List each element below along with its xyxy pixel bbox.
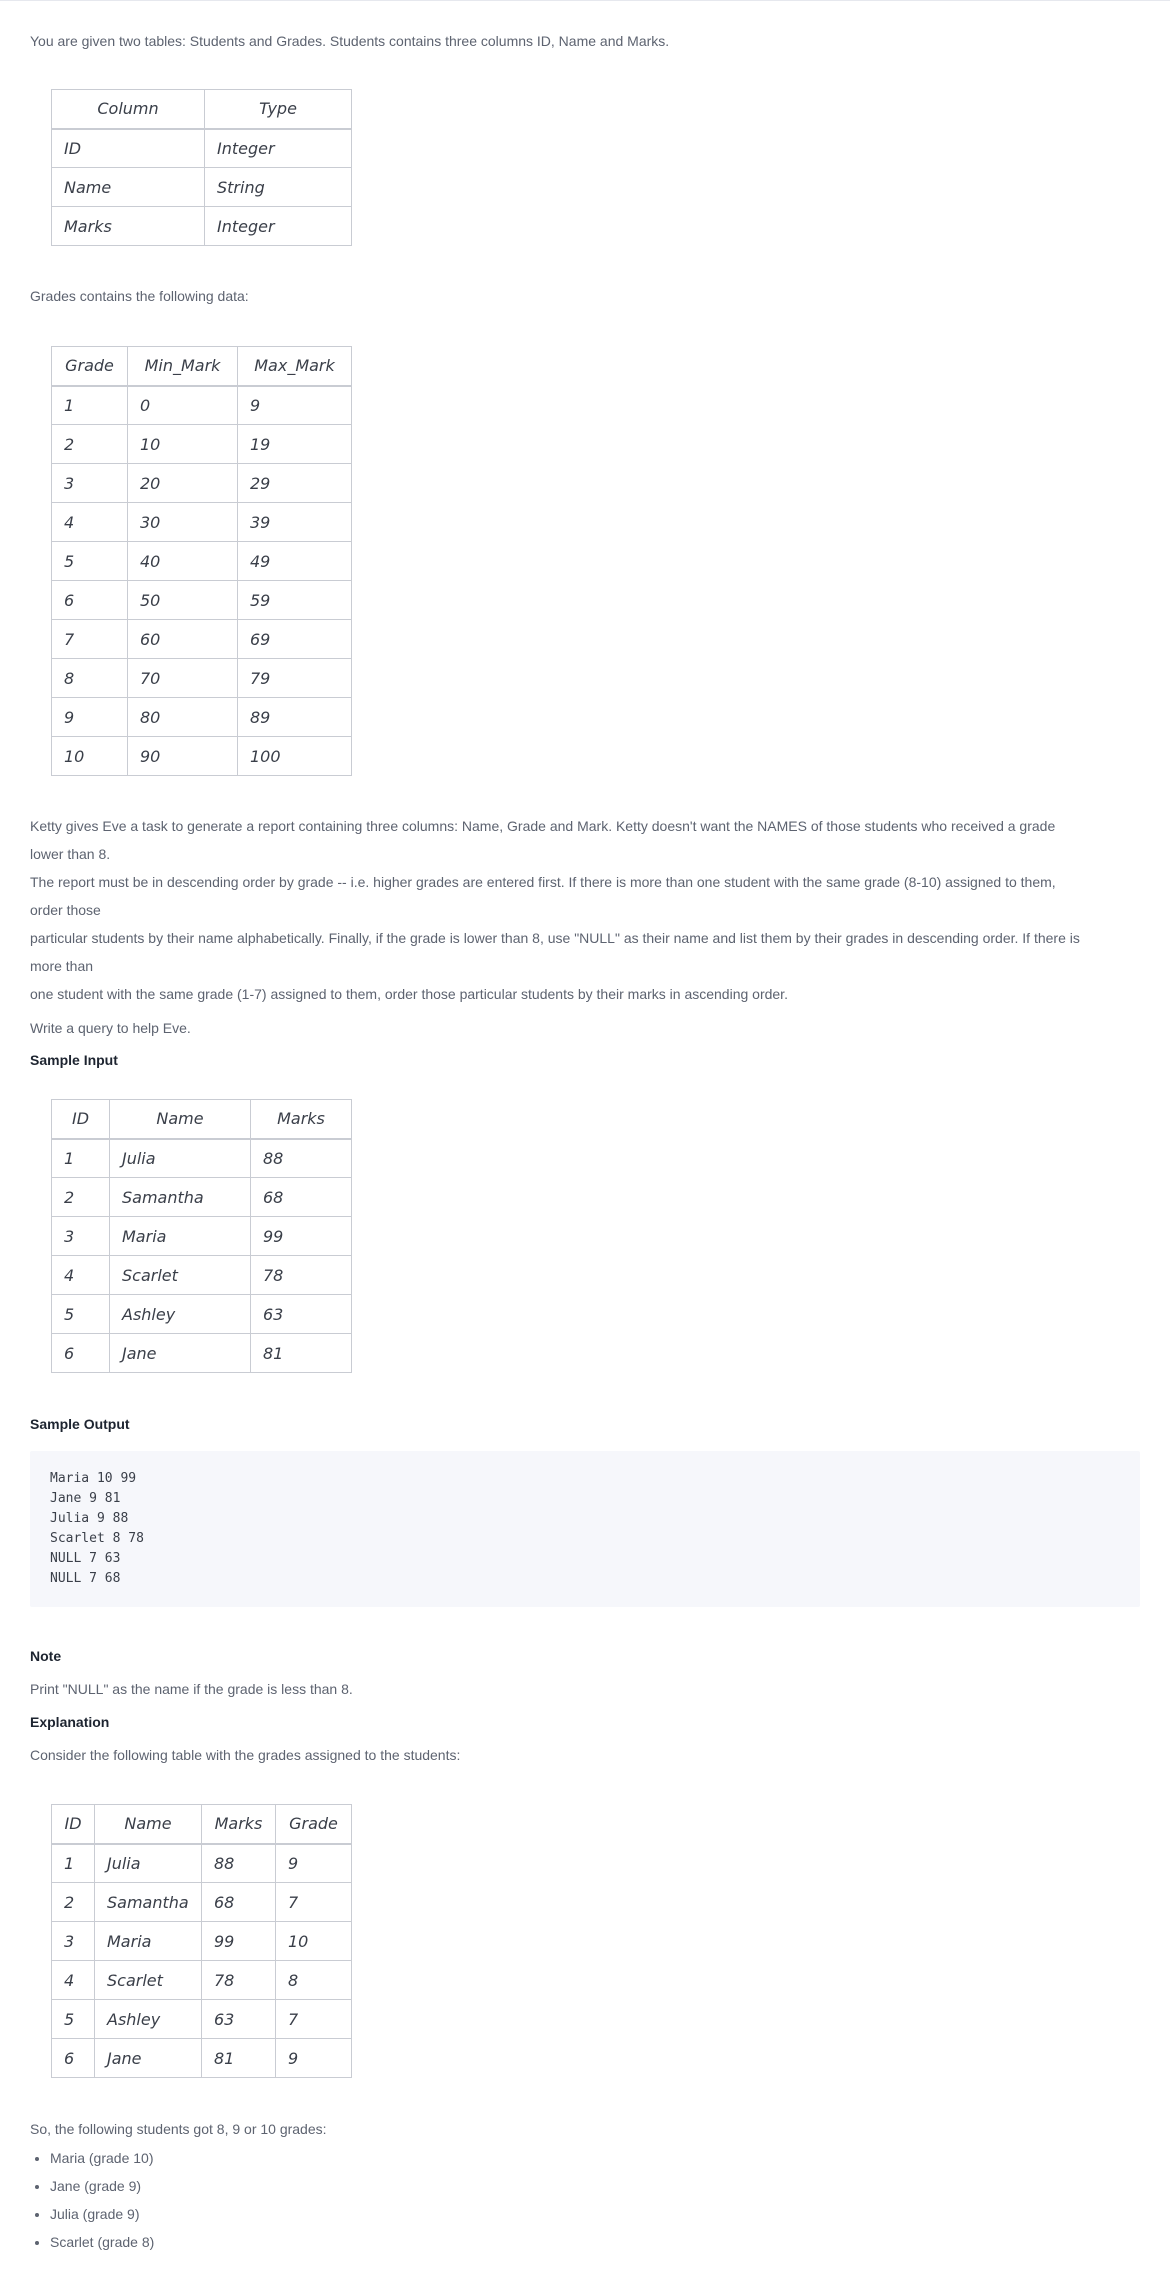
table-cell: 4 [52, 1961, 95, 2000]
table-row [52, 698, 352, 737]
table-row [52, 737, 352, 776]
table-row [52, 620, 352, 659]
table-row [52, 581, 352, 620]
table-cell: 59 [238, 581, 352, 620]
table-cell: 88 [202, 1844, 276, 1883]
table-cell: 7 [52, 620, 128, 659]
table-row [52, 1295, 352, 1334]
table-cell: 68 [202, 1883, 276, 1922]
table-cell: 5 [52, 1295, 110, 1334]
table-cell: Integer [205, 129, 352, 168]
table-row [52, 1139, 352, 1178]
table-cell: 1 [52, 386, 128, 425]
table-row [52, 425, 352, 464]
table-row [52, 1334, 352, 1373]
column-header: ID [52, 1805, 95, 1844]
column-header: Grade [276, 1805, 352, 1844]
table-cell: 78 [202, 1961, 276, 2000]
column-header: Marks [202, 1805, 276, 1844]
sample-input-heading: Sample Input [30, 1052, 118, 1068]
sample-output-heading: Sample Output [30, 1416, 130, 1432]
table-cell: 3 [52, 464, 128, 503]
table-row [52, 659, 352, 698]
table-cell: 70 [128, 659, 238, 698]
grades-table [51, 346, 352, 776]
table-cell: 89 [238, 698, 352, 737]
sample-output-code: Maria 10 99 Jane 9 81 Julia 9 88 Scarlet 8 78 NULL 7 63 NULL 7 68 [30, 1451, 1140, 1607]
column-header: Marks [251, 1100, 352, 1139]
list-item: • Scarlet (grade 8) [50, 2228, 1080, 2256]
table-cell: 10 [52, 737, 128, 776]
table-cell: 63 [202, 2000, 276, 2039]
table-cell: Ashley [95, 2000, 202, 2039]
table-cell: 7 [276, 2000, 352, 2039]
table-cell: Jane [110, 1334, 251, 1373]
explanation-heading: Explanation [30, 1714, 110, 1730]
table-cell: Julia [110, 1139, 251, 1178]
column-header: Max_Mark [238, 347, 352, 386]
table-row [52, 168, 352, 207]
column-header: ID [52, 1100, 110, 1139]
task-line: Ketty gives Eve a task to generate a report containing three columns: Name, Grade and Mark. Ketty doesn't want the NAMES of those students who received a grade lower than 8. [30, 818, 1056, 862]
table-cell: 9 [276, 2039, 352, 2078]
table-cell: 29 [238, 464, 352, 503]
table-cell: 5 [52, 2000, 95, 2039]
table-cell: 7 [276, 1883, 352, 1922]
task-description [30, 812, 1080, 1008]
table-cell: 40 [128, 542, 238, 581]
table-cell: 8 [52, 659, 128, 698]
sample-input-table [51, 1099, 352, 1373]
table-cell: 2 [52, 425, 128, 464]
table-cell: 2 [52, 1883, 95, 1922]
table-cell: 3 [52, 1922, 95, 1961]
table-row [52, 1922, 352, 1961]
table-row [52, 1883, 352, 1922]
table-row [52, 542, 352, 581]
table-header-row [52, 347, 352, 386]
table-cell: 90 [128, 737, 238, 776]
table-row [52, 129, 352, 168]
table-row [52, 386, 352, 425]
table-cell: 9 [276, 1844, 352, 1883]
table-cell: 81 [251, 1334, 352, 1373]
table-row [52, 207, 352, 246]
column-header: Name [95, 1805, 202, 1844]
table-row [52, 2039, 352, 2078]
table-cell: ID [52, 129, 205, 168]
table-cell: 5 [52, 542, 128, 581]
table-cell: Name [52, 168, 205, 207]
table-cell: Samantha [95, 1883, 202, 1922]
problem-statement [0, 1, 1110, 2296]
table-cell: 63 [251, 1295, 352, 1334]
table-header-row [52, 1805, 352, 1844]
table-cell: 78 [251, 1256, 352, 1295]
table-cell: Maria [110, 1217, 251, 1256]
table-cell: Marks [52, 207, 205, 246]
table-cell: Integer [205, 207, 352, 246]
table-cell: 79 [238, 659, 352, 698]
table-cell: 20 [128, 464, 238, 503]
table-cell: 6 [52, 2039, 95, 2078]
table-cell: 81 [202, 2039, 276, 2078]
list-item: • Maria (grade 10) [50, 2144, 1080, 2172]
table-cell: 30 [128, 503, 238, 542]
table-cell: Scarlet [110, 1256, 251, 1295]
table-cell: 6 [52, 581, 128, 620]
note-text: Print "NULL" as the name if the grade is less than 8. [30, 1681, 353, 1697]
grades-intro-text: Grades contains the following data: [30, 288, 249, 304]
table-row [52, 1961, 352, 2000]
table-cell: 49 [238, 542, 352, 581]
table-cell: 9 [52, 698, 128, 737]
table-cell: 2 [52, 1178, 110, 1217]
table-row [52, 464, 352, 503]
summary-text: So, the following students got 8, 9 or 10 grades: [30, 2121, 327, 2137]
table-cell: 10 [276, 1922, 352, 1961]
column-header: Type [205, 90, 352, 129]
table-header-row [52, 90, 352, 129]
table-cell: 99 [251, 1217, 352, 1256]
students-schema-table [51, 89, 352, 246]
write-query-text: Write a query to help Eve. [30, 1020, 191, 1036]
column-header: Name [110, 1100, 251, 1139]
table-cell: 68 [251, 1178, 352, 1217]
table-cell: 60 [128, 620, 238, 659]
table-cell: 4 [52, 503, 128, 542]
table-cell: 8 [276, 1961, 352, 2000]
intro-text: You are given two tables: Students and Grades. Students contains three columns ID, Name and Marks. [30, 33, 670, 49]
table-cell: 100 [238, 737, 352, 776]
table-cell: Scarlet [95, 1961, 202, 2000]
table-cell: Maria [95, 1922, 202, 1961]
table-cell: 10 [128, 425, 238, 464]
table-cell: Jane [95, 2039, 202, 2078]
column-header: Column [52, 90, 205, 129]
table-cell: 50 [128, 581, 238, 620]
summary-list [30, 2144, 1080, 2256]
explanation-table [51, 1804, 352, 2078]
table-row [52, 503, 352, 542]
task-line: one student with the same grade (1-7) assigned to them, order those particular students by their marks in ascending order. [30, 986, 788, 1002]
table-cell: String [205, 168, 352, 207]
task-line: The report must be in descending order by grade -- i.e. higher grades are entered first. If there is more than one student with the same grade (8-10) assigned to them, order those [30, 874, 1056, 918]
table-cell: 39 [238, 503, 352, 542]
note-heading: Note [30, 1648, 62, 1664]
table-cell: 80 [128, 698, 238, 737]
table-cell: Ashley [110, 1295, 251, 1334]
table-cell: 1 [52, 1844, 95, 1883]
table-cell: 99 [202, 1922, 276, 1961]
table-cell: 9 [238, 386, 352, 425]
table-cell: 1 [52, 1139, 110, 1178]
table-cell: 19 [238, 425, 352, 464]
table-cell: 0 [128, 386, 238, 425]
explanation-text: Consider the following table with the grades assigned to the students: [30, 1747, 461, 1763]
table-cell: 6 [52, 1334, 110, 1373]
list-item: • Julia (grade 9) [50, 2200, 1080, 2228]
column-header: Grade [52, 347, 128, 386]
table-cell: 69 [238, 620, 352, 659]
table-row [52, 1178, 352, 1217]
table-cell: Julia [95, 1844, 202, 1883]
table-header-row [52, 1100, 352, 1139]
column-header: Min_Mark [128, 347, 238, 386]
table-cell: 4 [52, 1256, 110, 1295]
table-row [52, 1217, 352, 1256]
list-item: • Jane (grade 9) [50, 2172, 1080, 2200]
table-cell: Samantha [110, 1178, 251, 1217]
table-row [52, 1844, 352, 1883]
task-line: particular students by their name alphabetically. Finally, if the grade is lower than 8, use "NULL" as their name and list them by their grades in descending order. If there is more than [30, 930, 1080, 974]
table-cell: 88 [251, 1139, 352, 1178]
table-cell: 3 [52, 1217, 110, 1256]
table-row [52, 1256, 352, 1295]
table-row [52, 2000, 352, 2039]
